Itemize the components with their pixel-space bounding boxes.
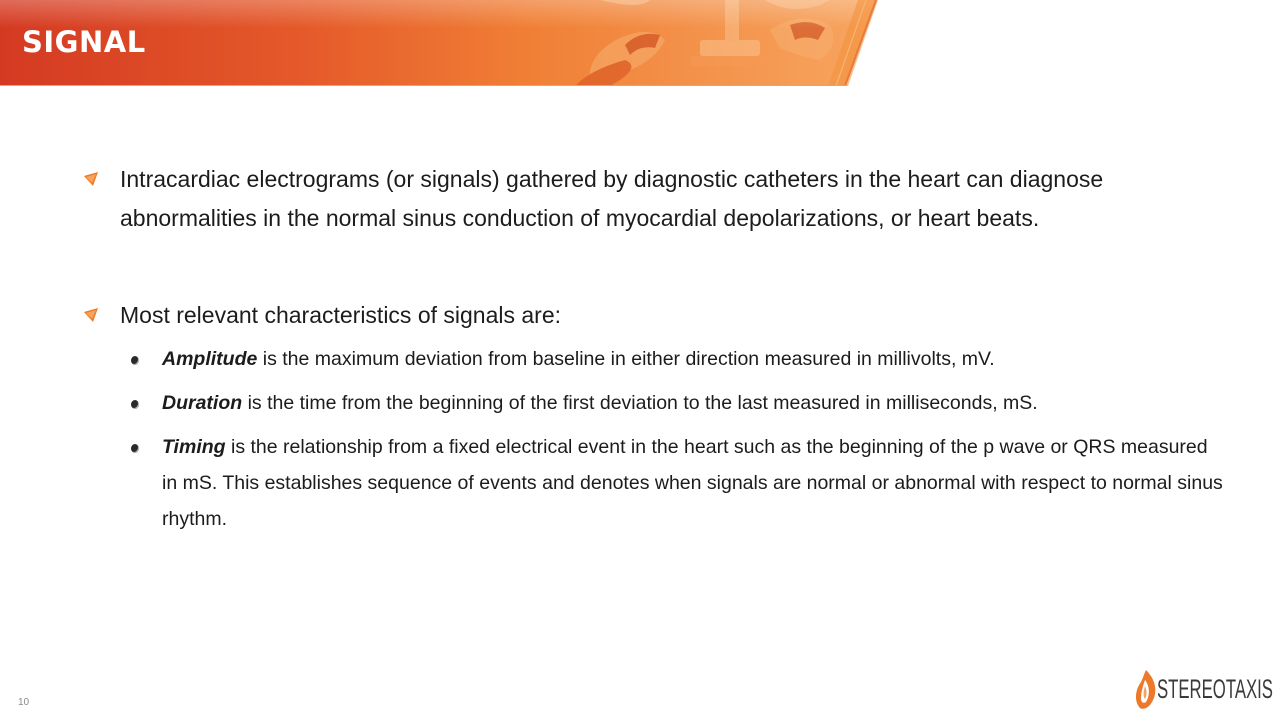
bullet-item [84, 296, 1224, 335]
logo-text: STEREOTAXIS [1157, 674, 1273, 704]
bullet-dot-icon [131, 400, 139, 409]
term-description: is the relationship from a fixed electrical event in the heart such as the beginning of the p wave or QRS measured in mS. This establishes sequence of events and denotes when signals are normal or abnormal with respect to normal sinus rhythm. [162, 436, 1223, 530]
bullet-text: Intracardiac electrograms (or signals) gathered by diagnostic catheters in the heart can diagnose abnormalities in the normal sinus conduction of myocardial depolarizations, or heart beats. [120, 166, 1104, 231]
term-description: is the maximum deviation from baseline in either direction measured in millivolts, mV. [257, 348, 995, 370]
flame-logo-icon [1132, 668, 1160, 712]
bullet-arrow-icon [84, 172, 98, 186]
header-banner [0, 0, 1280, 86]
term-label: Amplitude [162, 348, 258, 370]
bullet-dot-icon [131, 356, 139, 365]
sub-bullet-item [84, 385, 1224, 421]
term-description: is the time from the beginning of the first deviation to the last measured in milliseconds, mS. [242, 392, 1038, 414]
banner-graphic [0, 0, 1280, 86]
slide-content [84, 160, 1224, 537]
sub-bullet-item [84, 429, 1224, 537]
page-number: 10 [18, 697, 30, 708]
company-logo [1132, 668, 1273, 712]
bullet-item [84, 160, 1224, 238]
term-label: Duration [162, 392, 243, 414]
term-label: Timing [162, 436, 226, 458]
bullet-text: Most relevant characteristics of signals are: [120, 302, 562, 328]
sub-bullet-item [84, 341, 1224, 377]
bullet-arrow-icon [84, 308, 98, 322]
slide-title: SIGNAL [22, 25, 146, 59]
bullet-dot-icon [131, 444, 139, 453]
